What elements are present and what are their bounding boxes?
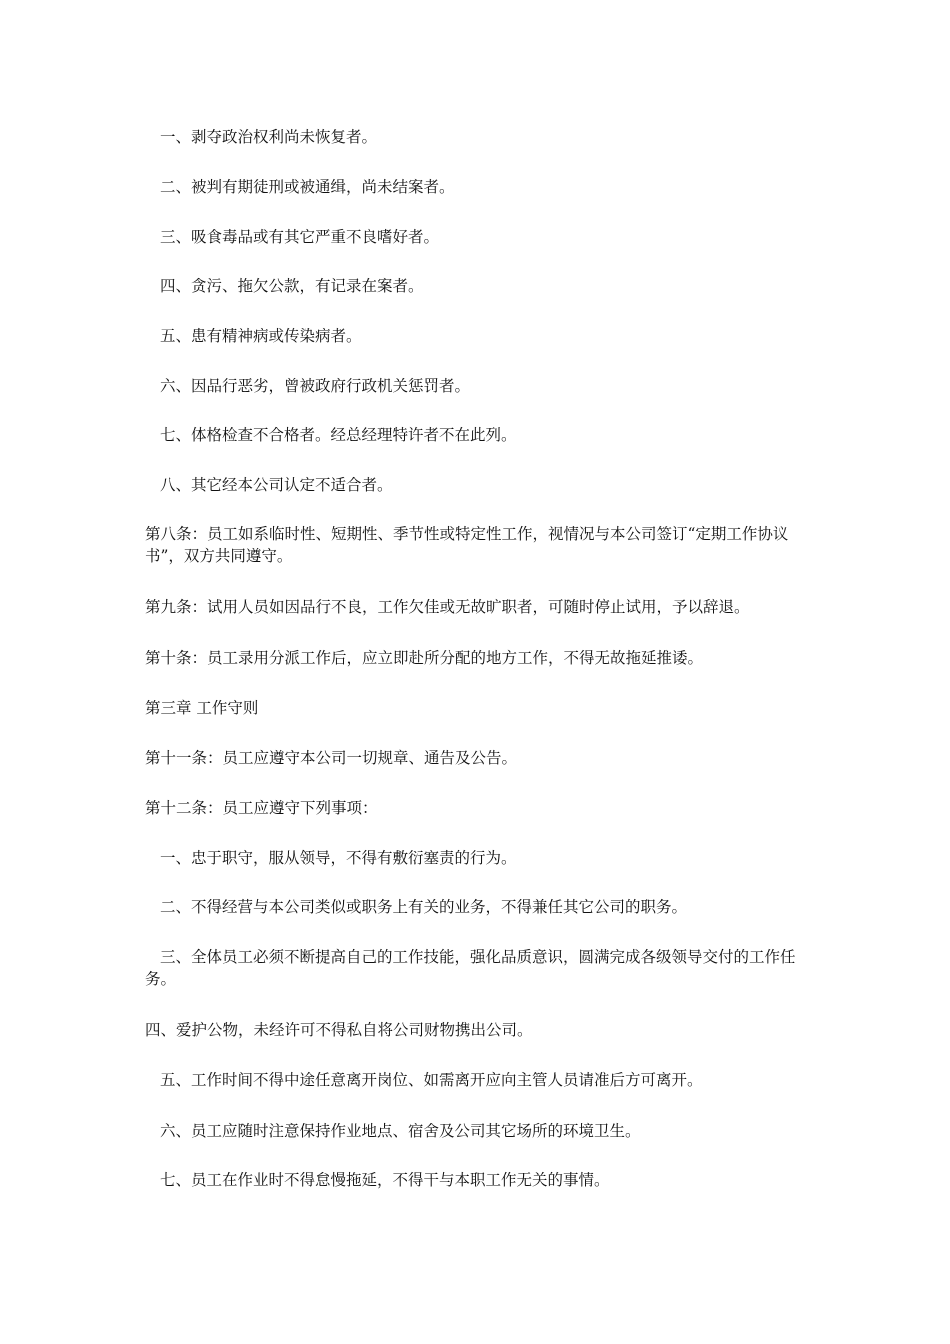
- list-item: 三、吸食毒品或有其它严重不良嗜好者。: [160, 228, 440, 246]
- article-paragraph: 第八条：员工如系临时性、短期性、季节性或特定性工作，视情况与本公司签订“定期工作协议书”，双方共同遵守。: [145, 525, 789, 565]
- article-paragraph: 第十二条：员工应遵守下列事项：: [145, 799, 378, 817]
- article-paragraph: 第十条：员工录用分派工作后，应立即赴所分配的地方工作，不得无故拖延推诿。: [145, 649, 704, 667]
- list-item: 四、贪污、拖欠公款，有记录在案者。: [160, 277, 424, 295]
- list-item: 一、忠于职守，服从领导，不得有敷衍塞责的行为。: [160, 849, 517, 867]
- list-item: 六、员工应随时注意保持作业地点、宿舍及公司其它场所的环境卫生。: [160, 1122, 641, 1140]
- chapter-heading: 第三章 工作守则: [145, 699, 259, 717]
- list-item: 八、其它经本公司认定不适合者。: [160, 476, 393, 494]
- list-item: 七、员工在作业时不得怠慢拖延，不得干与本职工作无关的事情。: [160, 1171, 610, 1189]
- list-item: 七、体格检查不合格者。经总经理特许者不在此列。: [160, 426, 517, 444]
- list-item: 一、剥夺政治权利尚未恢复者。: [160, 128, 378, 146]
- list-item: 二、被判有期徒刑或被通缉，尚未结案者。: [160, 178, 455, 196]
- list-item: 四、爱护公物，未经许可不得私自将公司财物携出公司。: [145, 1021, 533, 1039]
- article-paragraph: 第九条：试用人员如因品行不良，工作欠佳或无故旷职者，可随时停止试用，予以辞退。: [145, 598, 750, 616]
- article-paragraph: 第十一条：员工应遵守本公司一切规章、通告及公告。: [145, 749, 518, 767]
- list-item: 五、工作时间不得中途任意离开岗位、如需离开应向主管人员请准后方可离开。: [160, 1071, 703, 1089]
- list-item: 五、患有精神病或传染病者。: [160, 327, 362, 345]
- list-item: 六、因品行恶劣，曾被政府行政机关惩罚者。: [160, 377, 471, 395]
- list-item: 三、全体员工必须不断提高自己的工作技能，强化品质意识，圆满完成各级领导交付的工作任务。: [145, 948, 796, 988]
- list-item: 二、不得经营与本公司类似或职务上有关的业务，不得兼任其它公司的职务。: [160, 898, 688, 916]
